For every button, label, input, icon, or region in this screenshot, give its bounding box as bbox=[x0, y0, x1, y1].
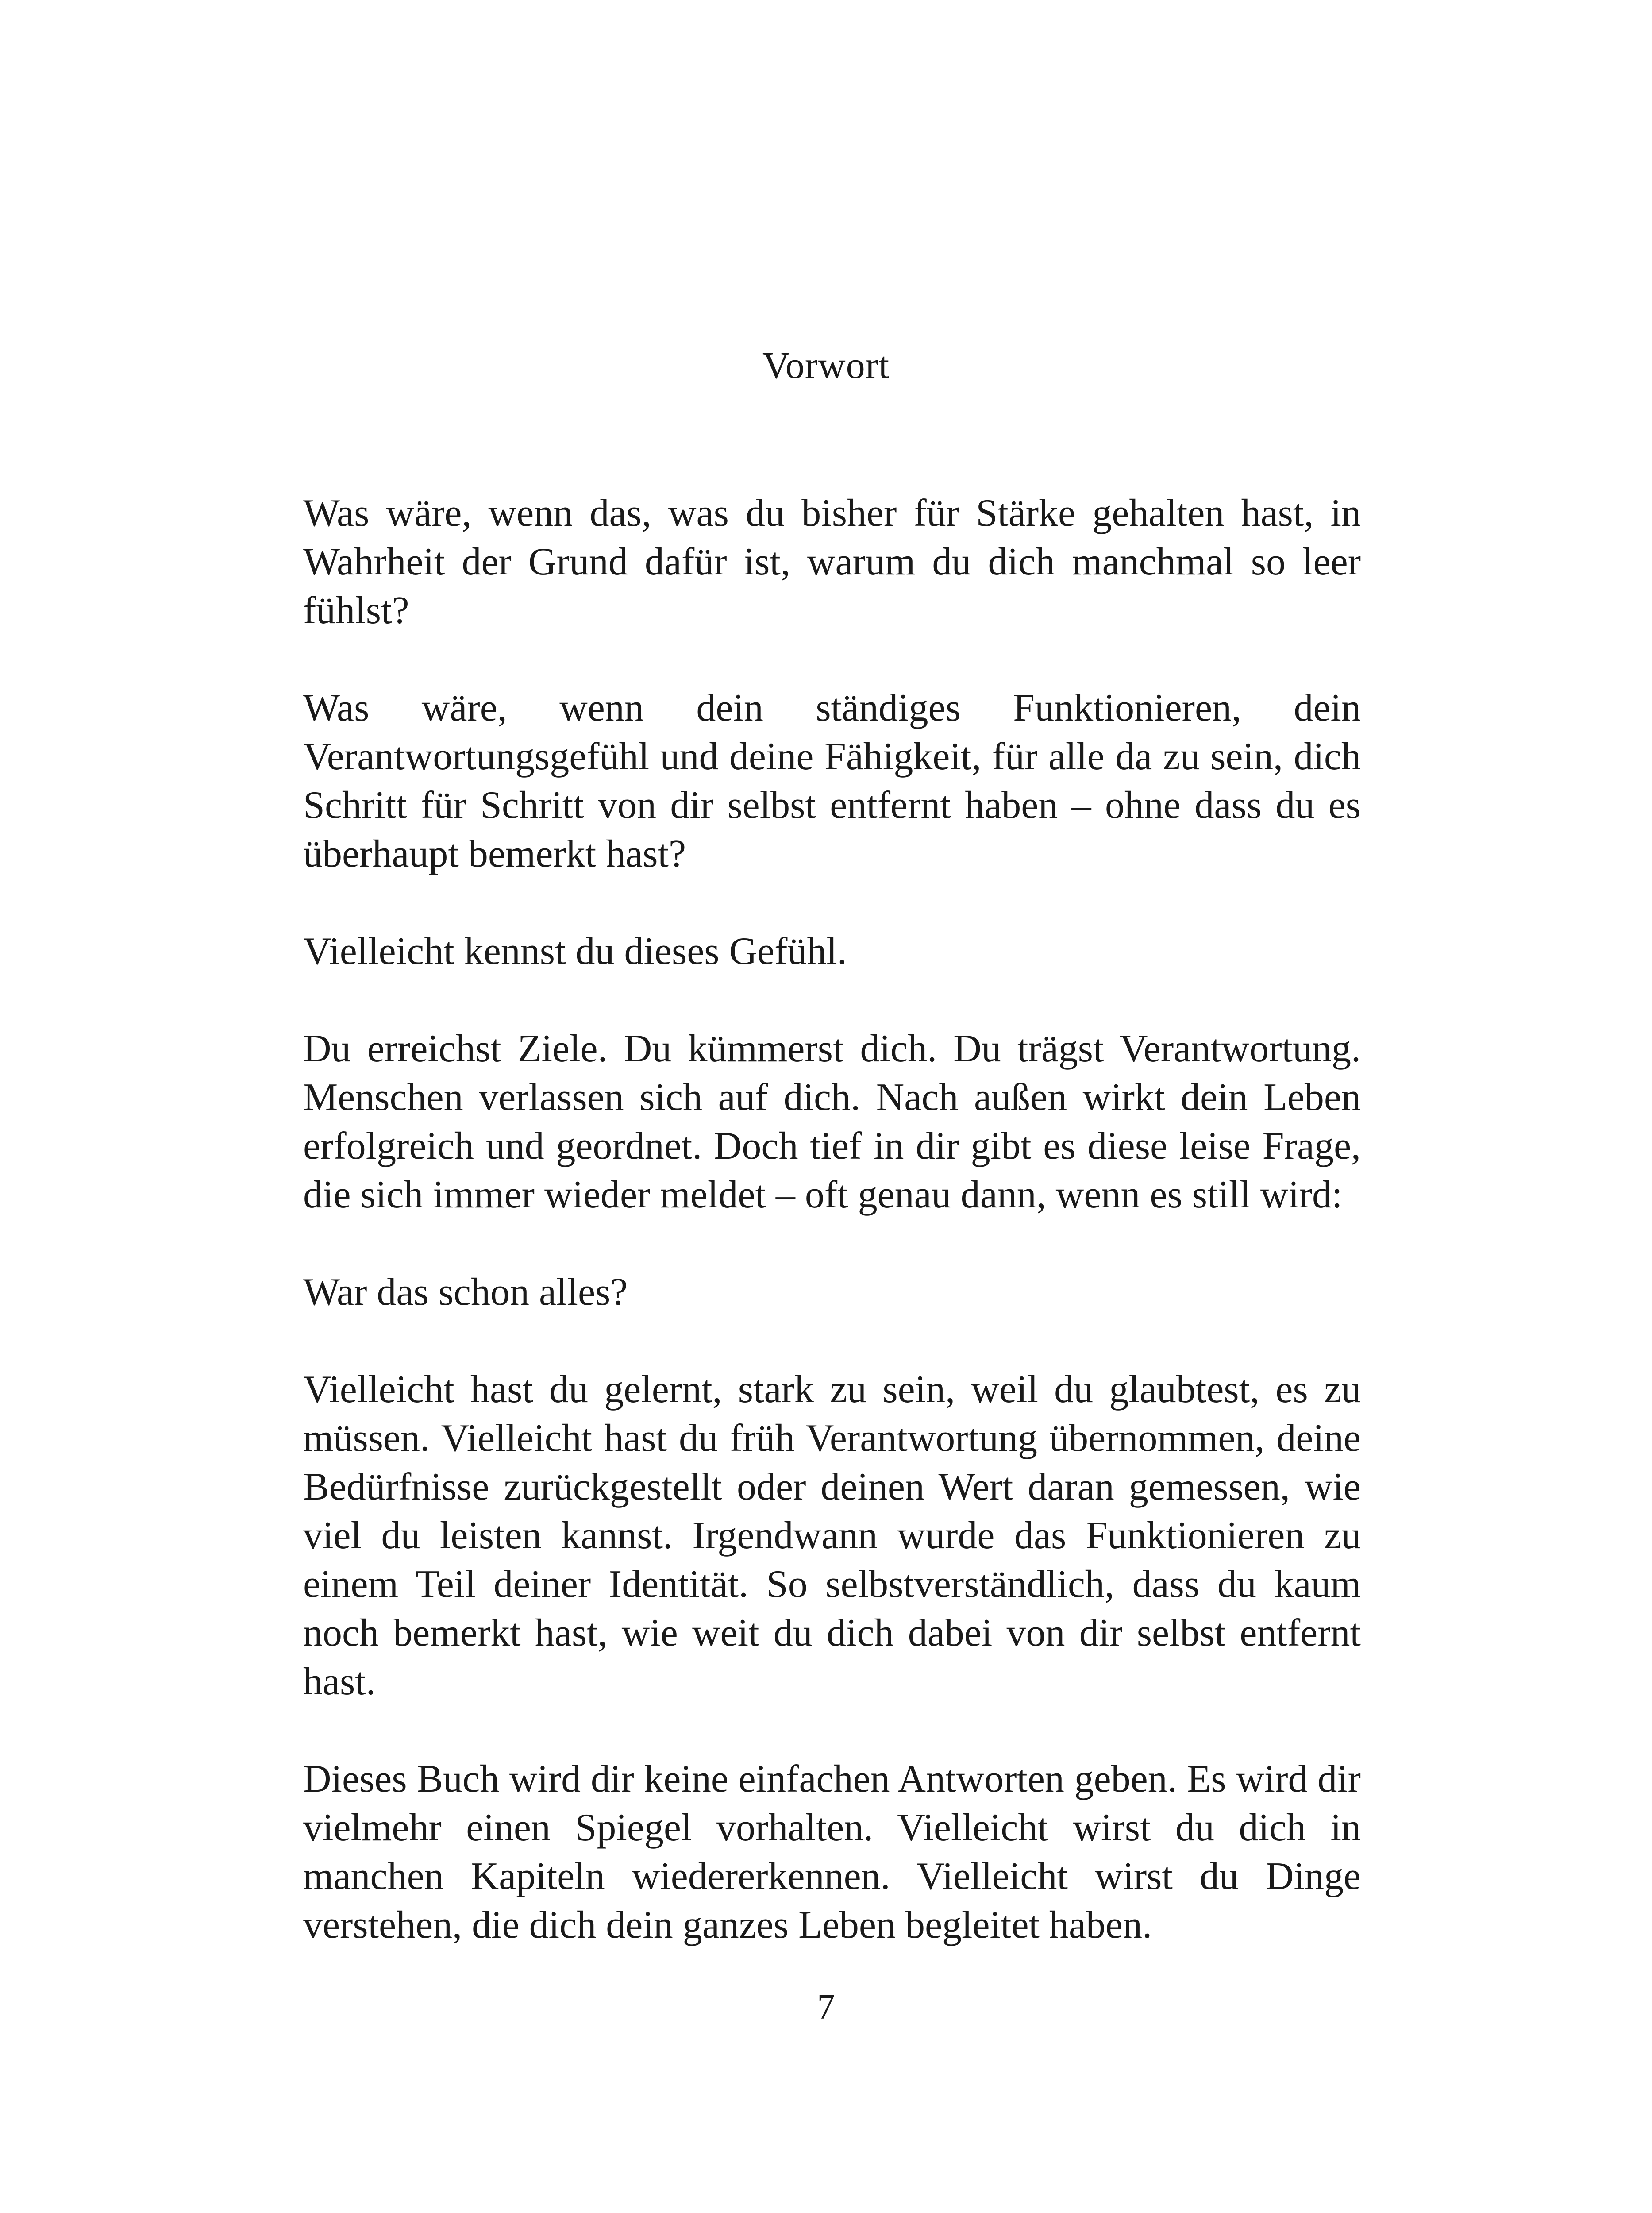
paragraph-4: Du erreichst Ziele. Du kümmerst dich. Du trägst Verantwortung. Menschen verlassen sich auf dich. Nach außen wirkt dein Leben erfolgreich und geordnet. Doch tief in dir gibt es diese leise Frage, die sich immer wieder meldet – oft genau dann, wenn es still wird: bbox=[303, 1027, 1361, 1216]
paragraph-3: Vielleicht kennst du dieses Gefühl. bbox=[303, 930, 847, 973]
paragraph-2: Was wäre, wenn dein ständiges Funktionieren, dein Verantwortungsgefühl und deine Fähigkeit, für alle da zu sein, dich Schritt für Schritt von dir selbst entfernt haben – ohne dass du es überhaupt bemerkt hast? bbox=[303, 686, 1361, 875]
body-text bbox=[303, 489, 1361, 1998]
paragraph-6: Vielleicht hast du gelernt, stark zu sein, weil du glaubtest, es zu müssen. Vielleicht hast du früh Verantwortung übernommen, deine Bedürfnisse zurückgestellt oder deinen Wert daran gemessen, wie viel du leisten kannst. Irgendwann wurde das Funktionieren zu einem Teil deiner Identität. So selbstverständlich, dass du kaum noch bemerkt hast, wie weit du dich dabei von dir selbst entfernt hast. bbox=[303, 1368, 1361, 1703]
paragraph-1: Was wäre, wenn das, was du bisher für Stärke gehalten hast, in Wahrheit der Grund dafür ist, warum du dich manchmal so leer fühlst? bbox=[303, 492, 1361, 632]
paragraph-5: War das schon alles? bbox=[303, 1271, 628, 1314]
chapter-title: Vorwort bbox=[762, 344, 890, 386]
page-number: 7 bbox=[817, 1988, 835, 2027]
paragraph-7: Dieses Buch wird dir keine einfachen Antworten geben. Es wird dir vielmehr einen Spiegel vorhalten. Vielleicht wirst du dich in manchen Kapiteln wiedererkennen. Vielleicht wirst du Dinge verstehen, die dich dein ganzes Leben begleitet haben. bbox=[303, 1758, 1361, 1947]
